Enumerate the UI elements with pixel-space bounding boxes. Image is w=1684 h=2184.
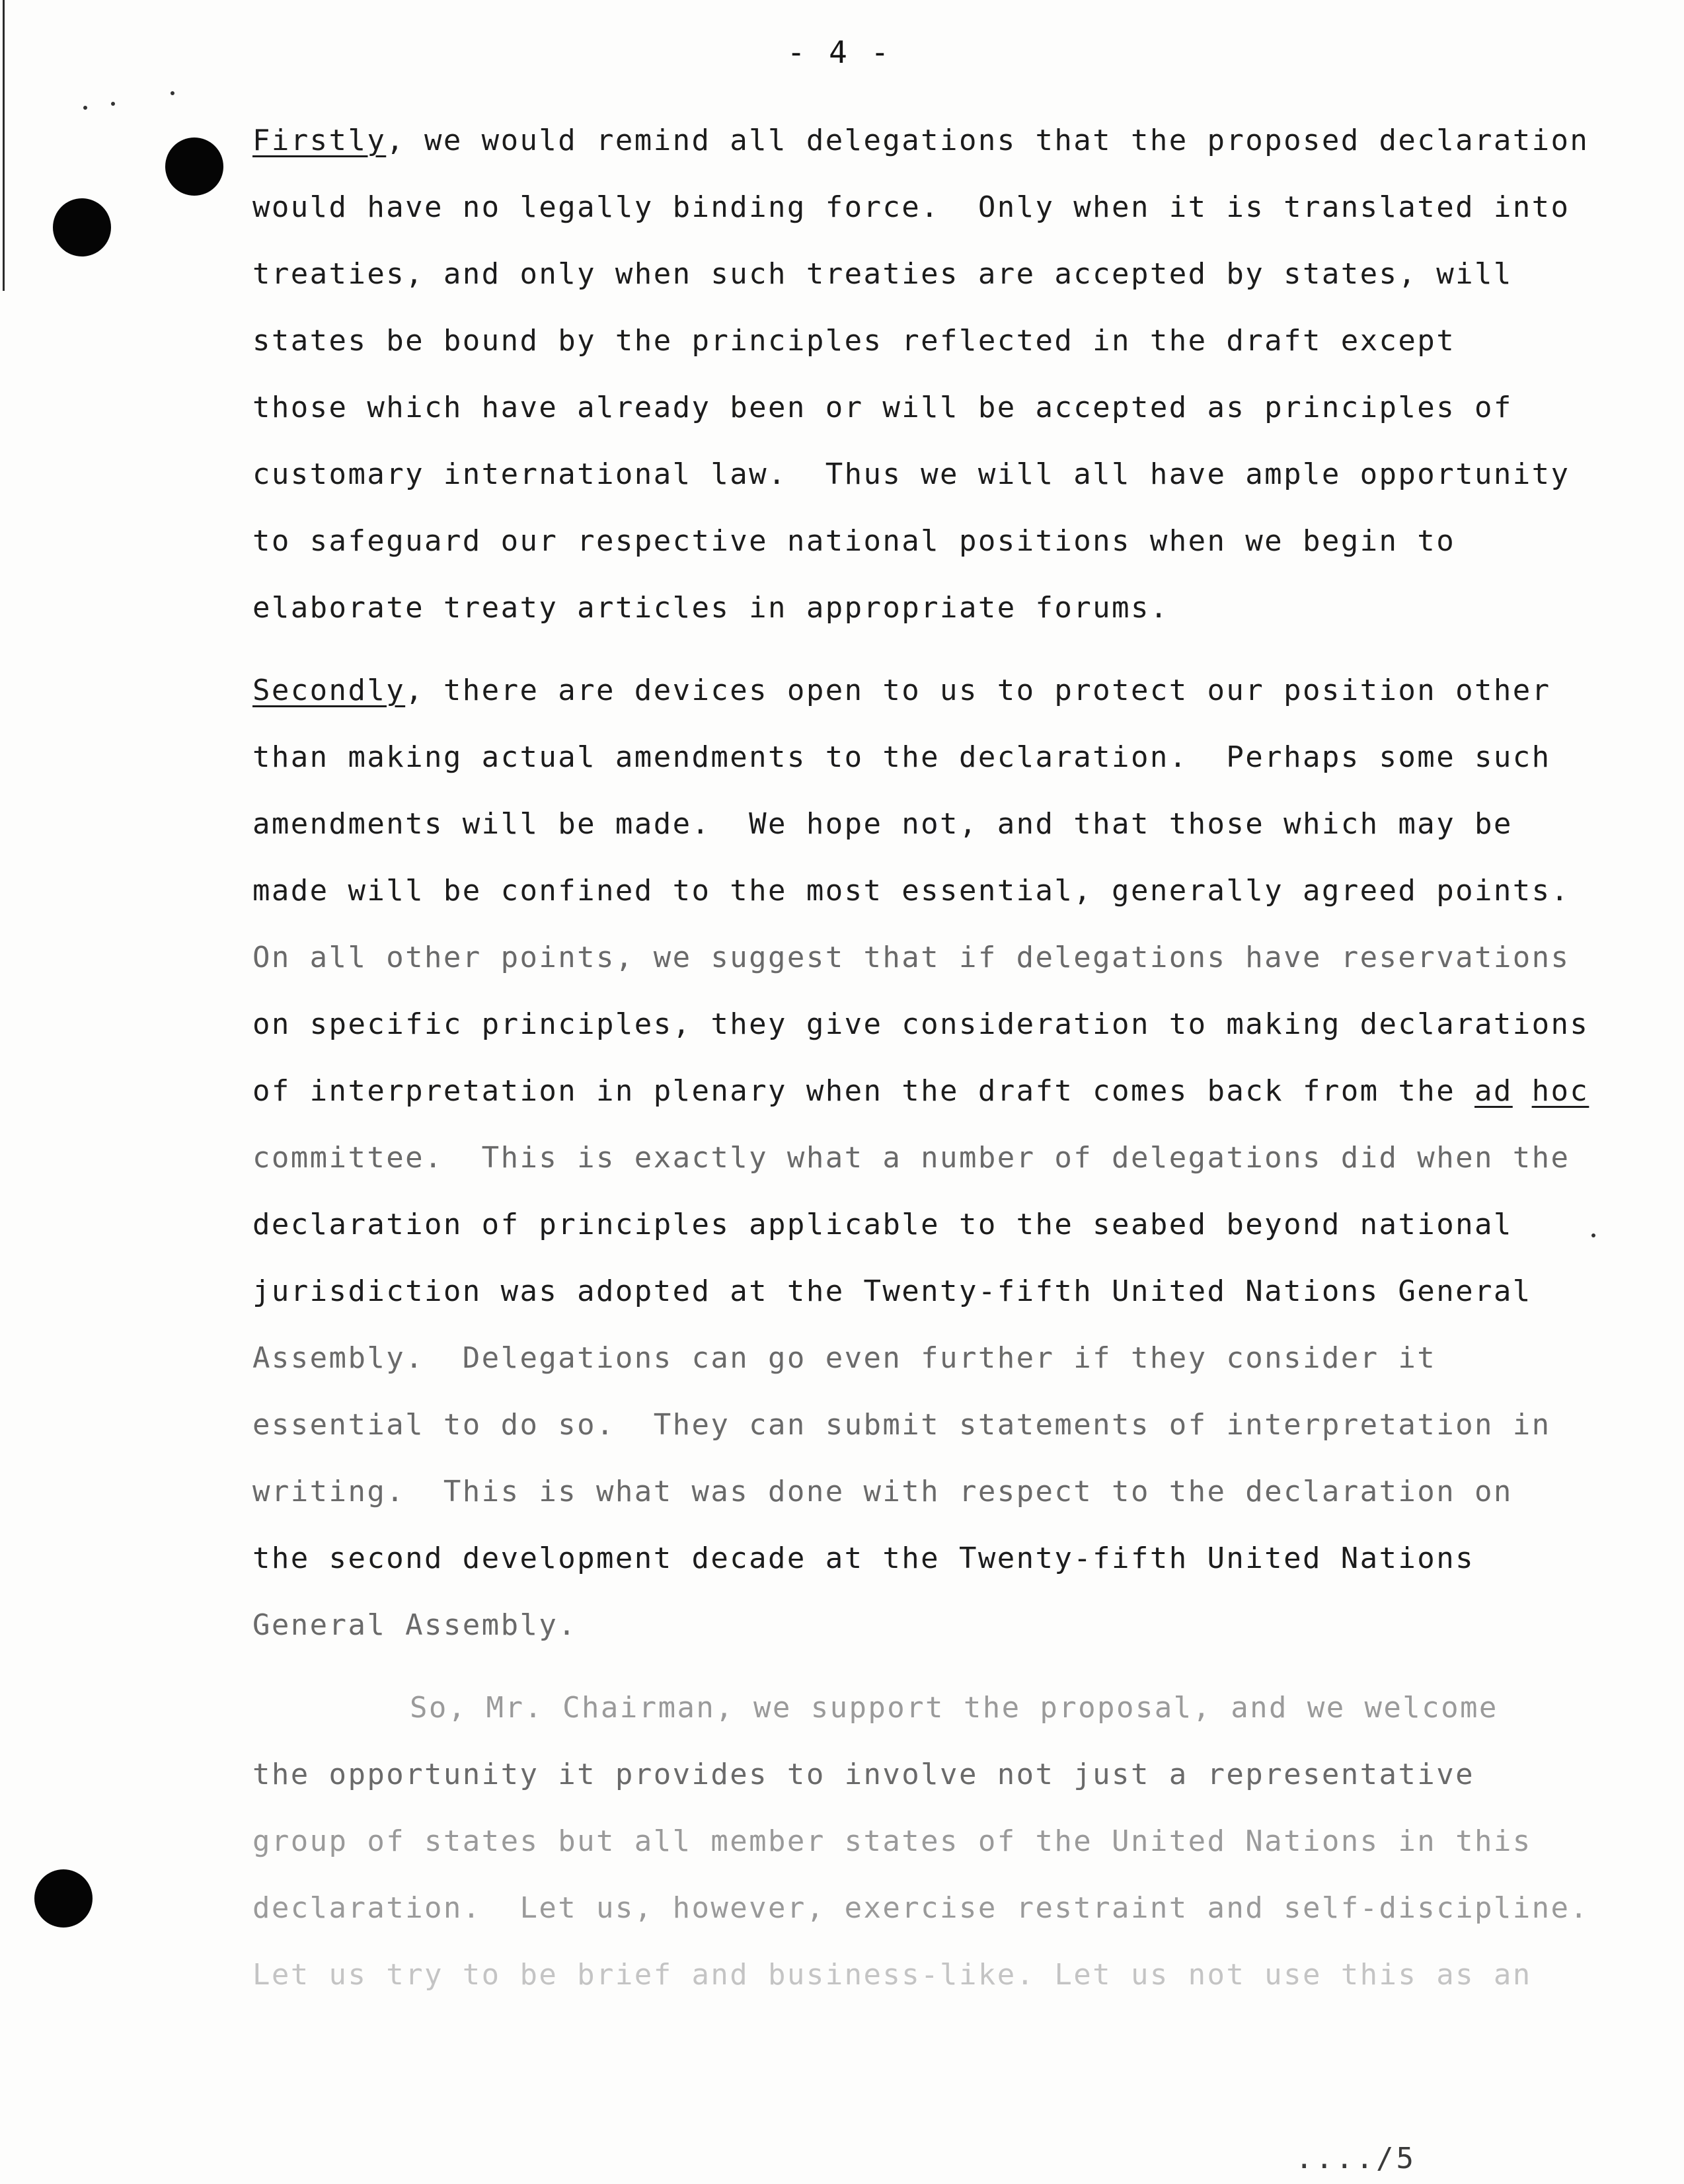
text-line: states be bound by the principles reflected in the draft except bbox=[252, 324, 1456, 358]
text-line: amendments will be made. We hope not, and that those which may be bbox=[252, 807, 1513, 841]
punch-hole-icon bbox=[53, 198, 111, 256]
text-line: on specific principles, they give consideration to making declarations bbox=[252, 1007, 1589, 1041]
line-text: , we would remind all delegations that the proposed declaration bbox=[386, 124, 1589, 157]
text-line: committee. This is exactly what a number of delegations did when the bbox=[252, 1141, 1570, 1175]
paragraph-secondly bbox=[252, 657, 1589, 1658]
text-line bbox=[252, 107, 1589, 174]
text-line: to safeguard our respective national positions when we begin to bbox=[252, 524, 1456, 558]
text-line: jurisdiction was adopted at the Twenty-fifth United Nations General bbox=[252, 1274, 1532, 1308]
text-line: elaborate treaty articles in appropriate forums. bbox=[252, 591, 1169, 625]
text-line: So, Mr. Chairman, we support the proposal, and we welcome bbox=[410, 1691, 1498, 1725]
line-text: , there are devices open to us to protect our position other bbox=[405, 674, 1551, 707]
page-number: - 4 - bbox=[786, 34, 892, 70]
paragraph-firstly bbox=[252, 107, 1589, 641]
text-line: would have no legally binding force. Only when it is translated into bbox=[252, 190, 1570, 224]
text-line: made will be confined to the most essential, generally agreed points. bbox=[252, 874, 1570, 908]
underlined-lead-word: Secondly bbox=[252, 674, 406, 707]
scan-speck bbox=[1591, 1233, 1595, 1237]
text-line: Let us try to be brief and business-like. Let us not use this as an bbox=[252, 1958, 1532, 1992]
scan-speck bbox=[171, 91, 174, 95]
text-line bbox=[252, 657, 1574, 724]
continuation-marker: ..../5 bbox=[1295, 2142, 1416, 2175]
document-body bbox=[252, 107, 1589, 2008]
scan-speck bbox=[111, 102, 115, 106]
text-line: those which have already been or will be accepted as principles of bbox=[252, 391, 1513, 424]
text-line: writing. This is what was done with respect to the declaration on bbox=[252, 1475, 1513, 1508]
underlined-lead-word: Firstly bbox=[252, 124, 387, 157]
punch-hole-icon bbox=[34, 1869, 93, 1928]
text-line: General Assembly. bbox=[252, 1608, 578, 1642]
text-line: Assembly. Delegations can go even further if they consider it bbox=[252, 1341, 1437, 1375]
text-line bbox=[252, 1058, 1589, 1124]
text-line: essential to do so. They can submit statements of interpretation in bbox=[252, 1408, 1551, 1442]
paragraph-closing bbox=[252, 1674, 1589, 2008]
binding-edge-line bbox=[3, 0, 5, 291]
text-line: treaties, and only when such treaties are accepted by states, will bbox=[252, 257, 1513, 291]
text-line: customary international law. Thus we will all have ample opportunity bbox=[252, 457, 1570, 491]
italic-term-hoc: hoc bbox=[1531, 1074, 1589, 1108]
text-line: declaration of principles applicable to the seabed beyond national bbox=[252, 1208, 1513, 1241]
text-line: than making actual amendments to the declaration. Perhaps some such bbox=[252, 740, 1551, 774]
text-line: the second development decade at the Twenty-fifth United Nations bbox=[252, 1541, 1474, 1575]
text-line: declaration. Let us, however, exercise restraint and self-discipline. bbox=[252, 1891, 1589, 1925]
text-line: group of states but all member states of the United Nations in this bbox=[252, 1824, 1532, 1858]
scan-speck bbox=[83, 106, 87, 110]
text-line: the opportunity it provides to involve not just a representative bbox=[252, 1758, 1474, 1791]
line-text: of interpretation in plenary when the draft comes back from the bbox=[252, 1074, 1474, 1108]
punch-hole-icon bbox=[165, 137, 223, 196]
text-line: On all other points, we suggest that if delegations have reservations bbox=[252, 941, 1570, 974]
italic-term-ad: ad bbox=[1474, 1074, 1513, 1108]
